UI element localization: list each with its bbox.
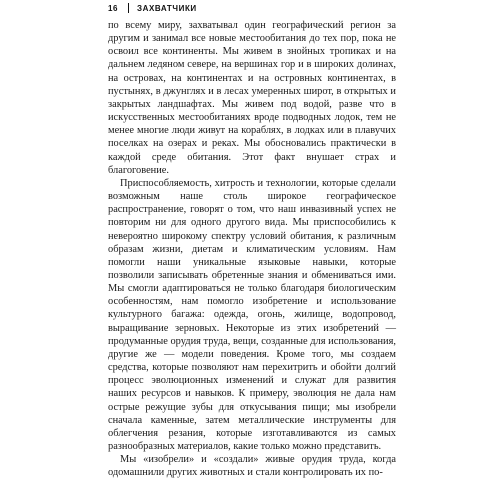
page-number: 16 xyxy=(108,3,119,13)
body-text xyxy=(108,19,396,479)
running-title: ЗАХВАТЧИКИ xyxy=(137,3,197,13)
paragraph-continued: по всему миру, захватывал один географический регион за другим и занимал все новые местообитания до тех пор, пока не освоил все континенты. Мы живем в знойных тропиках и на дальнем ледяном севере, на вершинах гор и в широких долинах, на островах, на континентах и на островных континентах, в пустынях, в джунглях и в лесах умеренных широт, в открытых и закрытых ландшафтах. Мы живем под водой, разве что в искусственных местообитаниях вроде подводных лодок, тем не менее многие люди живут на кораблях, в лодках или в плавучих поселках на озерах и реках. Мы обосновались практически в каждой среде обитания. Этот факт внушает страх и благоговение. xyxy=(108,20,396,176)
header-divider xyxy=(128,3,129,13)
running-header xyxy=(108,2,197,14)
paragraph: Приспособляемость, хитрость и технологии, которые сделали возможным наше столь широкое географическое распространение, говорят о том, что наш инвазивный успех не повторим ни для одного другого вида. Мы приспособились к невероятно широкому спектру условий обитания, к различным образам жизни, диетам и климатическим условиям. Нам помогли наши уникальные языковые навыки, которые позволили записывать обретенные знания и обмениваться ими. Мы смогли адаптироваться не только благодаря биологическим особенностям, нам помогло изобретение и использование культурного багажа: одежда, огонь, жилище, водопровод, выращивание зерновых. Некоторые из этих изобретений — продуманные орудия труда, вещи, созданные для использования, другие же — модели поведения. Кроме того, мы создаем средства, которые позволяют нам перехитрить и обойти долгий процесс эволюционных изменений и служат для развития наших ресурсов и навыков. К примеру, эволюция не дала нам острые режущие зубы для откусывания пищи; мы изобрели сначала каменные, затем металлические инструменты для облегчения резания, которые изготавливаются из самых разнообразных материалов, какие только можно представить. xyxy=(108,177,396,452)
paragraph: Мы «изобрели» и «создали» живые орудия труда, когда одомашнили других животных и стали контролировать их по- xyxy=(108,454,396,479)
